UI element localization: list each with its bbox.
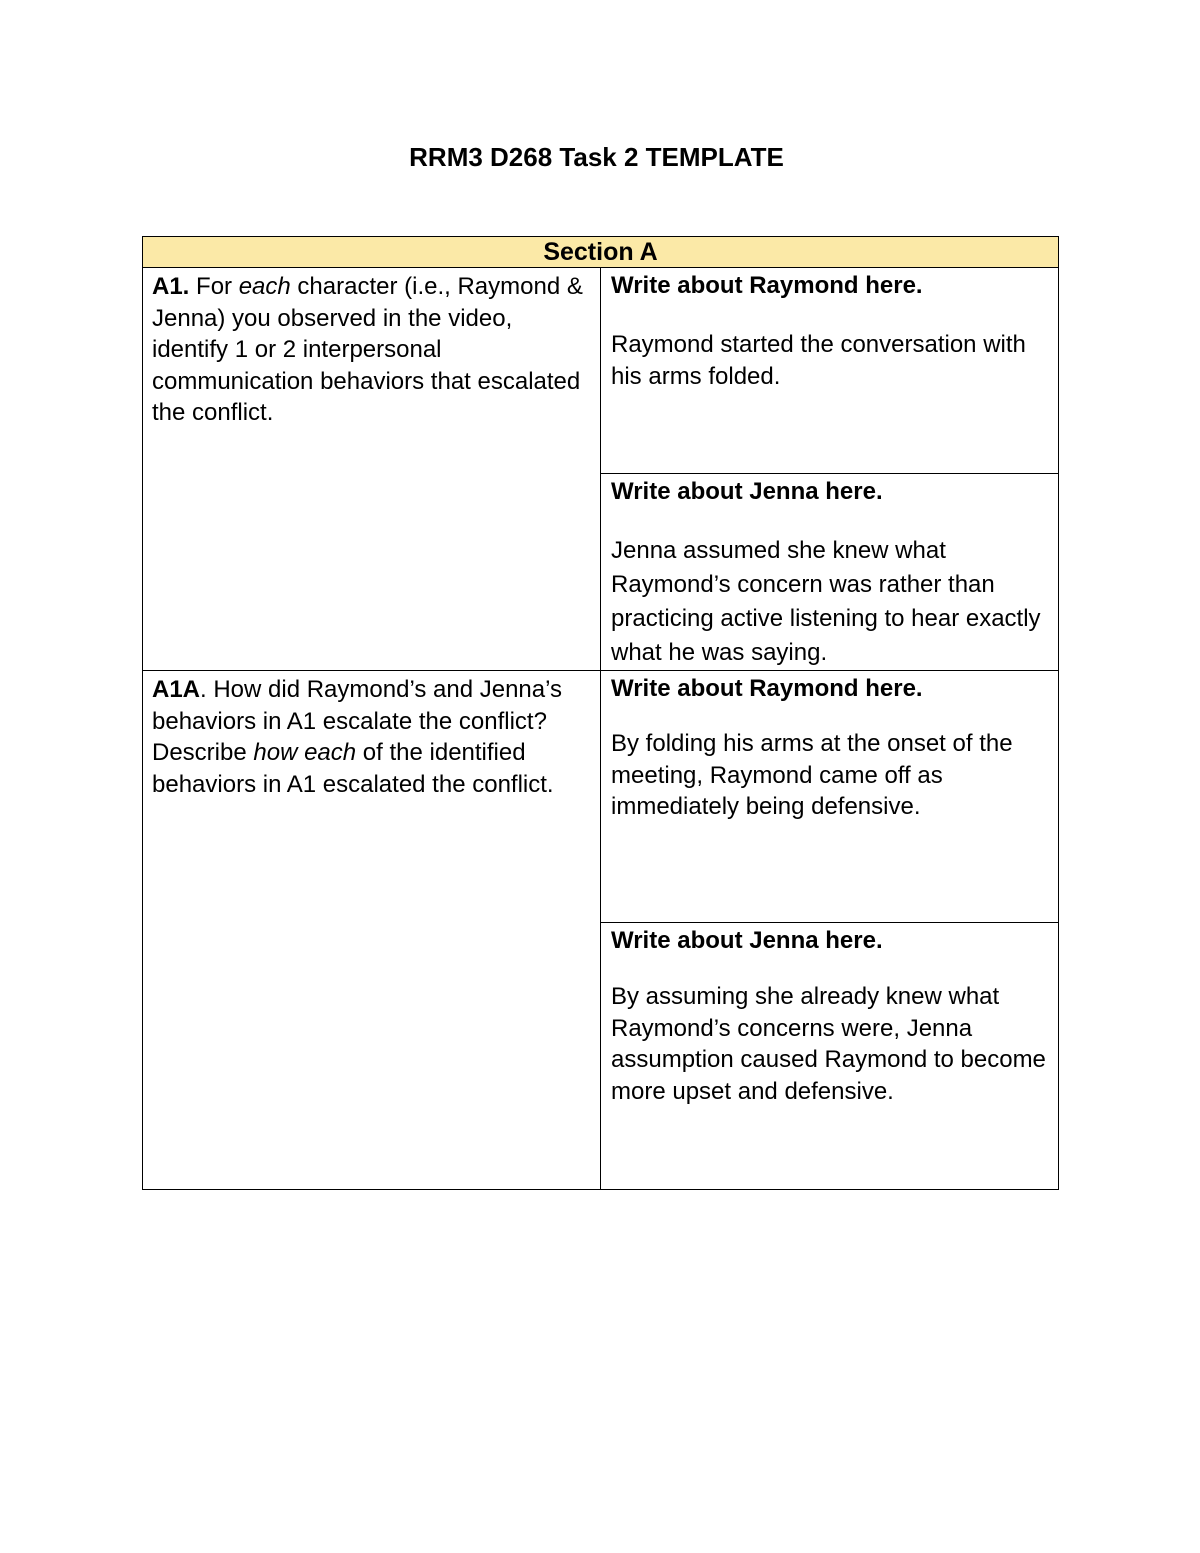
response-label: Write about Raymond here. [611, 272, 923, 299]
table-row-a1-raymond [143, 268, 1059, 474]
response-label: Write about Jenna here. [611, 478, 883, 505]
prompt-text-part: of the identified behaviors in A1 escalated the conflict. [152, 739, 554, 798]
prompt-text-part: For [196, 273, 239, 300]
response-text: By folding his arms at the onset of the meeting, Raymond came off as immediately being defensive. [611, 730, 1013, 820]
response-a1a-jenna [601, 923, 1058, 1107]
response-text: Jenna assumed she knew what Raymond’s concern was rather than practicing active listening to hear exactly what he was saying. [611, 537, 1041, 666]
response-a1-raymond [601, 268, 1058, 392]
response-cell-a1-raymond [601, 268, 1059, 474]
document-title: RRM3 D268 Task 2 TEMPLATE [409, 142, 784, 172]
prompt-id: A1. [152, 273, 190, 300]
prompt-id: A1A [152, 676, 201, 703]
section-header-row [143, 237, 1059, 268]
response-text: Raymond started the conversation with his arms folded. [611, 331, 1026, 390]
response-cell-a1-jenna [601, 474, 1059, 671]
prompt-text-part: . How did Raymond’s and Jenna’s behaviors in A1 escalate the conflict? Describe [152, 676, 563, 766]
prompt-text-part: character (i.e., Raymond & Jenna) you observed in the video, identify 1 or 2 interpersonal communication behaviors that escalated the conflict. [152, 273, 583, 426]
response-cell-a1a-jenna [601, 923, 1059, 1190]
response-a1a-raymond [601, 671, 1058, 823]
response-a1-jenna [601, 474, 1058, 670]
prompt-emphasis: how each [253, 739, 357, 766]
response-cell-a1a-raymond [601, 671, 1059, 923]
prompt-a1a [143, 671, 600, 800]
response-text: By assuming she already knew what Raymond’s concerns were, Jenna assumption caused Raymond to become more upset and defensive. [611, 983, 1046, 1105]
prompt-a1 [143, 268, 600, 429]
section-header: Section A [143, 237, 1059, 268]
prompt-cell-a1a [143, 671, 601, 1190]
section-a-table [142, 236, 1059, 1190]
prompt-emphasis: each [238, 273, 291, 300]
prompt-cell-a1 [143, 268, 601, 671]
response-label: Write about Jenna here. [611, 927, 883, 954]
table-row-a1a-raymond [143, 671, 1059, 923]
response-label: Write about Raymond here. [611, 675, 923, 702]
